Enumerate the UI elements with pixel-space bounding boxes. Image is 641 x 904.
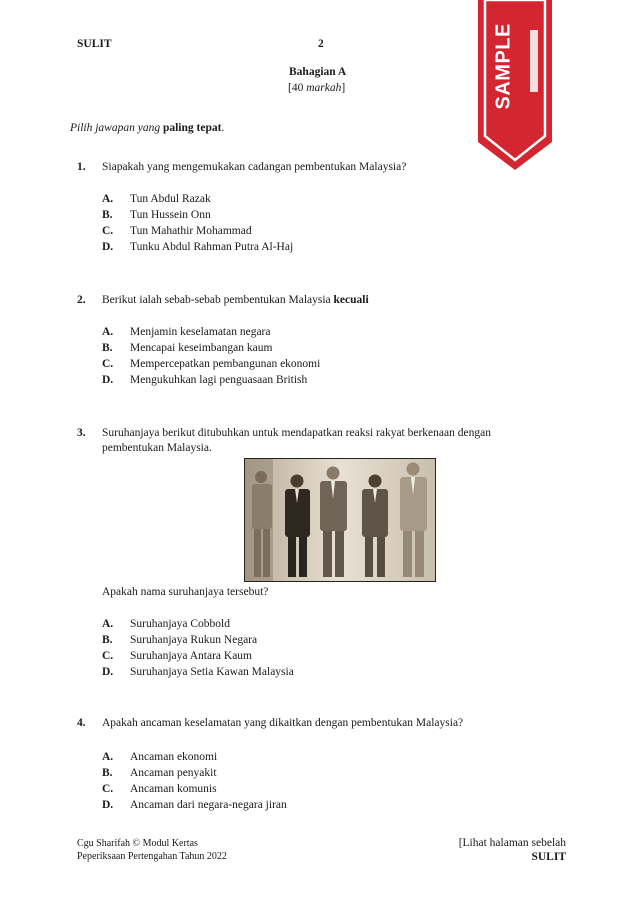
section-title: Bahagian A (289, 66, 347, 78)
question-4-text: Apakah ancaman keselamatan yang dikaitkan dengan pembentukan Malaysia? (102, 717, 464, 729)
q3-option-c-text: Suruhanjaya Antara Kaum (130, 650, 252, 662)
q2-option-c-letter: C. (102, 358, 114, 370)
q1-option-a-letter: A. (102, 193, 114, 205)
q2-option-a-letter: A. (102, 326, 114, 338)
q4-option-a-text: Ancaman ekonomi (130, 751, 218, 763)
question-1-text: Siapakah yang mengemukakan cadangan pembentukan Malaysia? (102, 161, 407, 173)
q3-option-b-text: Suruhanjaya Rukun Negara (130, 634, 258, 646)
commission-photo (244, 458, 436, 582)
sample-stamp-text: SAMPLE (492, 23, 515, 110)
footer-next-page: [Lihat halaman sebelah (458, 837, 566, 849)
question-3-number: 3. (77, 427, 86, 439)
question-1-number: 1. (77, 161, 86, 173)
header-sulit: SULIT (77, 38, 112, 50)
q4-option-b-letter: B. (102, 767, 113, 779)
question-3-text-line1: Suruhanjaya berikut ditubuhkan untuk mendapatkan reaksi rakyat berkenaan dengan (102, 427, 491, 439)
q3-option-c-letter: C. (102, 650, 114, 662)
section-marks: [40 markah] (288, 82, 346, 94)
q4-option-b-text: Ancaman penyakit (130, 767, 217, 779)
q3-option-d-letter: D. (102, 666, 114, 678)
question-3-text-line2: pembentukan Malaysia. (102, 442, 212, 454)
instruction: Pilih jawapan yang paling tepat. (70, 122, 225, 134)
q2-option-b-text: Mencapai keseimbangan kaum (130, 342, 273, 354)
footer-sulit: SULIT (531, 851, 566, 863)
q2-option-c-text: Mempercepatkan pembangunan ekonomi (130, 358, 321, 370)
q3-option-d-text: Suruhanjaya Setia Kawan Malaysia (130, 666, 294, 678)
q1-option-d-text: Tunku Abdul Rahman Putra Al-Haj (130, 241, 294, 253)
q3-option-a-text: Suruhanjaya Cobbold (130, 618, 230, 630)
q4-option-d-letter: D. (102, 799, 114, 811)
q4-option-d-text: Ancaman dari negara-negara jiran (130, 799, 287, 811)
q1-option-c-text: Tun Mahathir Mohammad (130, 225, 252, 237)
sample-stamp (476, 0, 554, 172)
question-2-text: Berikut ialah sebab-sebab pembentukan Malaysia kecuali (102, 294, 369, 306)
q4-option-a-letter: A. (102, 751, 114, 763)
q1-option-a-text: Tun Abdul Razak (130, 193, 211, 205)
q4-option-c-letter: C. (102, 783, 114, 795)
q2-option-a-text: Menjamin keselamatan negara (130, 326, 271, 338)
footer-exam: Peperiksaan Pertengahan Tahun 2022 (77, 851, 227, 862)
q3-option-a-letter: A. (102, 618, 114, 630)
question-4-number: 4. (77, 717, 86, 729)
q1-option-b-letter: B. (102, 209, 113, 221)
question-3-sub-question: Apakah nama suruhanjaya tersebut? (102, 586, 269, 598)
q1-option-c-letter: C. (102, 225, 114, 237)
q3-option-b-letter: B. (102, 634, 113, 646)
page-number: 2 (318, 38, 324, 50)
q1-option-d-letter: D. (102, 241, 114, 253)
q2-option-b-letter: B. (102, 342, 113, 354)
q1-option-b-text: Tun Hussein Onn (130, 209, 211, 221)
question-2-number: 2. (77, 294, 86, 306)
footer-author: Cgu Sharifah © Modul Kertas (77, 838, 198, 849)
q4-option-c-text: Ancaman komunis (130, 783, 217, 795)
q2-option-d-text: Mengukuhkan lagi penguasaan British (130, 374, 308, 386)
q2-option-d-letter: D. (102, 374, 114, 386)
